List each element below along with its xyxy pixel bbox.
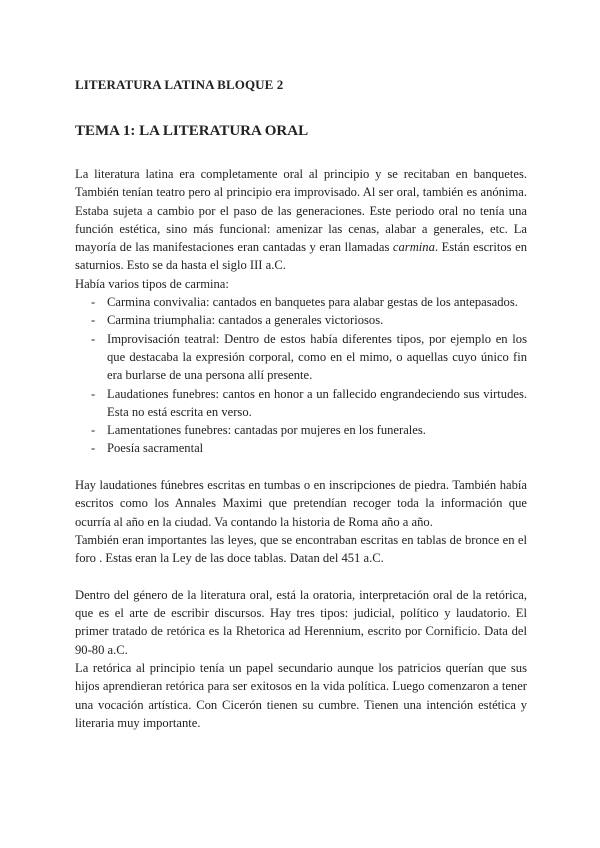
leyes-paragraph: También eran importantes las leyes, que se encontraban escritas en tablas de bronce en el foro . Estas eran la Ley de las doce tablas. Datan del 451 a.C.: [75, 532, 527, 566]
document-title: LITERATURA LATINA BLOQUE 2: [75, 77, 284, 92]
list-item: [75, 330, 527, 385]
section-title: TEMA 1: LA LITERATURA ORAL: [75, 123, 309, 139]
carmina-types-list: [75, 293, 527, 458]
list-item-text: Carmina convivalia: cantados en banquetes para alabar gestas de los antepasados.: [107, 295, 518, 310]
list-item-text: Poesía sacramental: [107, 441, 204, 456]
list-item: [75, 439, 527, 457]
list-item-text: Carmina triumphalia: cantados a generales victoriosos.: [107, 313, 384, 328]
list-item: [75, 293, 527, 311]
retorica-paragraph: La retórica al principio tenía un papel secundario aunque los patricios querían que sus hijos aprendieran retórica para ser exitosos en la vida política. Luego comenzaron a tener una vocación artística. Con Cicerón tienen su cumbre. Tienen una intención estética y literaria muy importante.: [75, 661, 527, 730]
list-item: [75, 421, 527, 439]
list-item: [75, 385, 527, 422]
types-intro-line: Había varios tipos de carmina:: [75, 276, 229, 291]
document-page: [75, 76, 527, 730]
paragraph-spacer: [75, 458, 527, 476]
intro-italic-term: carmina: [392, 240, 435, 255]
list-item: [75, 311, 527, 329]
list-item-text: Improvisación teatral: Dentro de estos había diferentes tipos, por ejemplo en los que destacaba la expresión corporal, como en el mimo, o aquellas cuyo único fin era burlarse de una persona allí presente.: [107, 331, 527, 383]
list-bullet: -: [91, 423, 96, 438]
intro-text-end: . Están escritos en saturnios. Esto se da hasta el siglo III a.C.: [75, 240, 527, 273]
document-body: [75, 165, 527, 732]
list-bullet: -: [91, 295, 96, 310]
list-bullet: -: [91, 386, 96, 401]
list-item-text: Laudationes funebres: cantos en honor a un fallecido engrandeciendo sus virtudes. Esta no está escrita en verso.: [107, 386, 527, 419]
intro-paragraph: [75, 165, 527, 275]
paragraph-spacer: [75, 568, 527, 586]
list-bullet: -: [91, 441, 96, 456]
list-bullet: -: [91, 331, 96, 346]
list-bullet: -: [91, 313, 96, 328]
oratoria-paragraph: Dentro del género de la literatura oral, está la oratoria, interpretación oral de la retórica, que es el arte de escribir discursos. Hay tres tipos: judicial, político y laudatorio. El primer tratado de retórica es la Rhetorica ad Herennium, escrito por Cornificio. Data del 90-80 a.C.: [75, 587, 527, 657]
list-item-text: Lamentationes funebres: cantadas por mujeres en los funerales.: [107, 423, 426, 438]
laudationes-paragraph: Hay laudationes fúnebres escritas en tumbas o en inscripciones de piedra. También había escritos como los Annales Maximi que pretendían recoger toda la información que ocurría al año en la ciudad. Va contando la historia de Roma año a año.: [75, 478, 527, 529]
intro-text-start: La literatura latina era completamente oral al principio y se recitaban en banquetes. También tenían teatro pero al principio era improvisado. Al ser oral, también es anónima. Estaba sujeta a cambio por el paso de las generaciones. Este periodo oral no tenía una función estética, sino más funcional: amenizar las cenas, alabar a generales, etc. La mayoría de las manifestaciones eran cantadas y eran llamadas: [75, 167, 527, 255]
